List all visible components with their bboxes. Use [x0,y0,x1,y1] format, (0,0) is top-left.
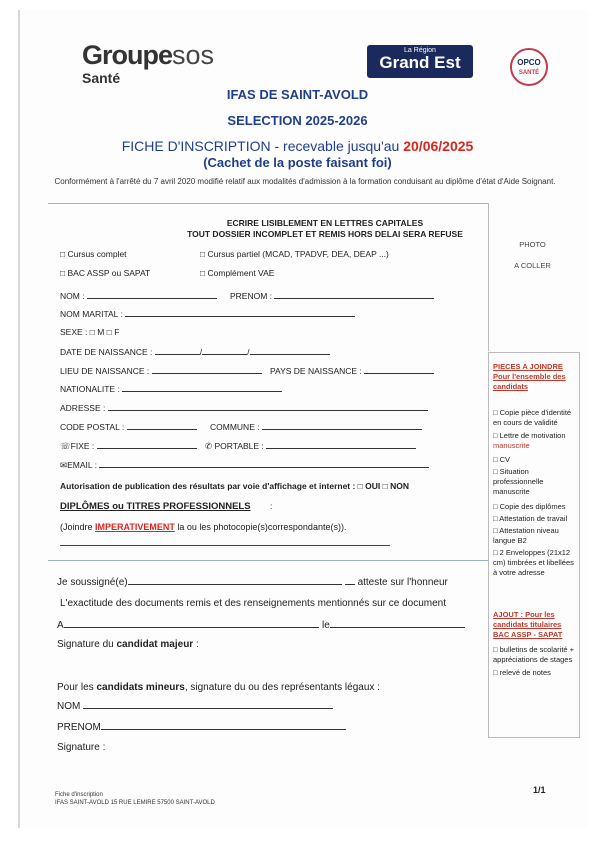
diplomes-line [60,545,390,546]
piece-item: □ Attestation de travail [493,514,568,523]
checkbox-bac[interactable]: □ BAC ASSP ou SAPAT [60,268,151,278]
piece-item: □ Situation professionnelle manuscrite [493,467,544,496]
date-naissance-field[interactable]: DATE DE NAISSANCE : / / [60,346,330,357]
soussigne-line[interactable]: Je soussigné(e) [57,576,233,588]
mineur-nom-field[interactable]: NOM [57,700,333,712]
instruction-capitals: ECRIRE LISIBLEMENT EN LETTRES CAPITALES [226,218,424,228]
diplomes-colon: : [270,501,273,511]
lieu-field[interactable]: A [57,619,319,631]
fixe-field[interactable]: ☏FIXE : [60,440,197,452]
mobile-icon: ✆ [205,441,213,451]
soussigne-line-2[interactable]: atteste sur l'honneur [232,576,448,588]
checkbox-cursus-partiel[interactable]: □ Cursus partiel (MCAD, TPADVF, DEA, DEAP ...) [200,249,389,259]
ajout-heading: AJOUT : Pour les candidats titulaires BAC ASSP - SAPAT [493,610,563,639]
checkbox-vae[interactable]: □ Complément VAE [200,268,275,278]
diplomes-heading: DIPLÔMES ou TITRES PROFESSIONNELS [60,501,251,512]
email-icon: ✉ [60,460,68,470]
pieces-heading: PIECES A JOINDRE Pour l'ensemble des candidats [493,362,566,391]
page-number: 1/1 [533,785,546,795]
ajout-item: □ relevé de notes [493,668,551,677]
sante-label: Santé [82,70,121,86]
portable-field[interactable]: ✆ PORTABLE : [205,440,416,452]
email-field[interactable]: ✉EMAIL : [60,459,429,471]
selection-title: SELECTION 2025-2026 [227,113,368,128]
checkbox-cursus-complet[interactable]: □ Cursus complet [60,249,127,259]
groupe-sos-logo: Groupesos [82,40,215,70]
piece-item: □ Copie pièce d'identité en cours de validité [493,408,572,427]
mineur-prenom-field[interactable]: PRENOM [57,721,346,733]
signature-majeur-label: Signature du candidat majeur : [57,639,199,650]
piece-item: manuscrite [493,441,530,450]
deadline-date: 20/06/2025 [403,138,474,154]
mineurs-label: Pour les candidats mineurs, signature du ou des représentants légaux : [57,682,380,693]
opco-sante-logo: OPCO SANTÉ [510,48,548,86]
piece-item: □ Attestation niveau langue B2 [493,526,559,545]
piece-item: □ Lettre de motivation [493,431,566,440]
divider-2 [48,560,488,561]
commune-field[interactable]: COMMUNE : [210,421,422,432]
photo-collate-label: A COLLER [514,261,551,270]
photo-frame-left [488,203,489,351]
code-postal-field[interactable]: CODE POSTAL : [60,421,197,432]
pays-naissance-field[interactable]: PAYS DE NAISSANCE : [270,365,434,376]
exactitude-text: L'exactitude des documents remis et des renseignements mentionnés sur ce document [60,598,447,609]
joindre-note: (Joindre IMPERATIVEMENT la ou les photocopie(s)correspondante(s)). [60,522,347,532]
school-title: IFAS DE SAINT-AVOLD [226,87,369,102]
ajout-item: □ bulletins de scolarité + appréciations de stages [493,645,575,664]
grand-est-logo: La Région Grand Est [367,45,473,78]
legal-notice: Conformément à l'arrêté du 7 avril 2020 modifié relatif aux modalités d'admission à la formation conduisant au diplôme d'état d'Aide Soignant. [54,177,556,186]
nom-field[interactable]: NOM : [60,290,217,301]
nom-marital-field[interactable]: NOM MARITAL : [60,308,355,319]
instruction-refuse: TOUT DOSSIER INCOMPLET ET REMIS HORS DELAI SERA REFUSE [187,229,463,239]
lieu-naissance-field[interactable]: LIEU DE NAISSANCE : [60,365,262,376]
piece-item: □ 2 Enveloppes (21x12 cm) timbrées et libellées à votre adresse [493,548,574,577]
sexe-field[interactable]: SEXE : □ M □ F [60,327,120,337]
adresse-field[interactable]: ADRESSE : [60,402,428,413]
footer-title: Fiche d'inscription [55,792,103,798]
footer-address: IFAS SAINT-AVOLD 15 RUE LEMIRE 57500 SAINT-AVOLD [55,800,215,806]
date-field[interactable]: le [322,619,465,631]
piece-item: □ CV [493,455,511,464]
piece-item: □ Copie des diplômes [493,502,566,511]
mineur-signature-label: Signature : [57,742,106,753]
divider [48,203,488,204]
autorisation-publication[interactable]: Autorisation de publication des résultats par voie d'affichage et internet : □ OUI □ NON [60,481,410,491]
cachet-note: (Cachet de la poste faisant foi) [203,155,392,170]
photo-label: PHOTO [519,240,546,249]
nationalite-field[interactable]: NATIONALITE : [60,383,282,394]
fiche-title: FICHE D'INSCRIPTION - recevable jusqu'au 20/06/2025 [121,138,474,154]
phone-icon: ☏ [60,441,71,451]
prenom-field[interactable]: PRENOM : [230,290,434,301]
